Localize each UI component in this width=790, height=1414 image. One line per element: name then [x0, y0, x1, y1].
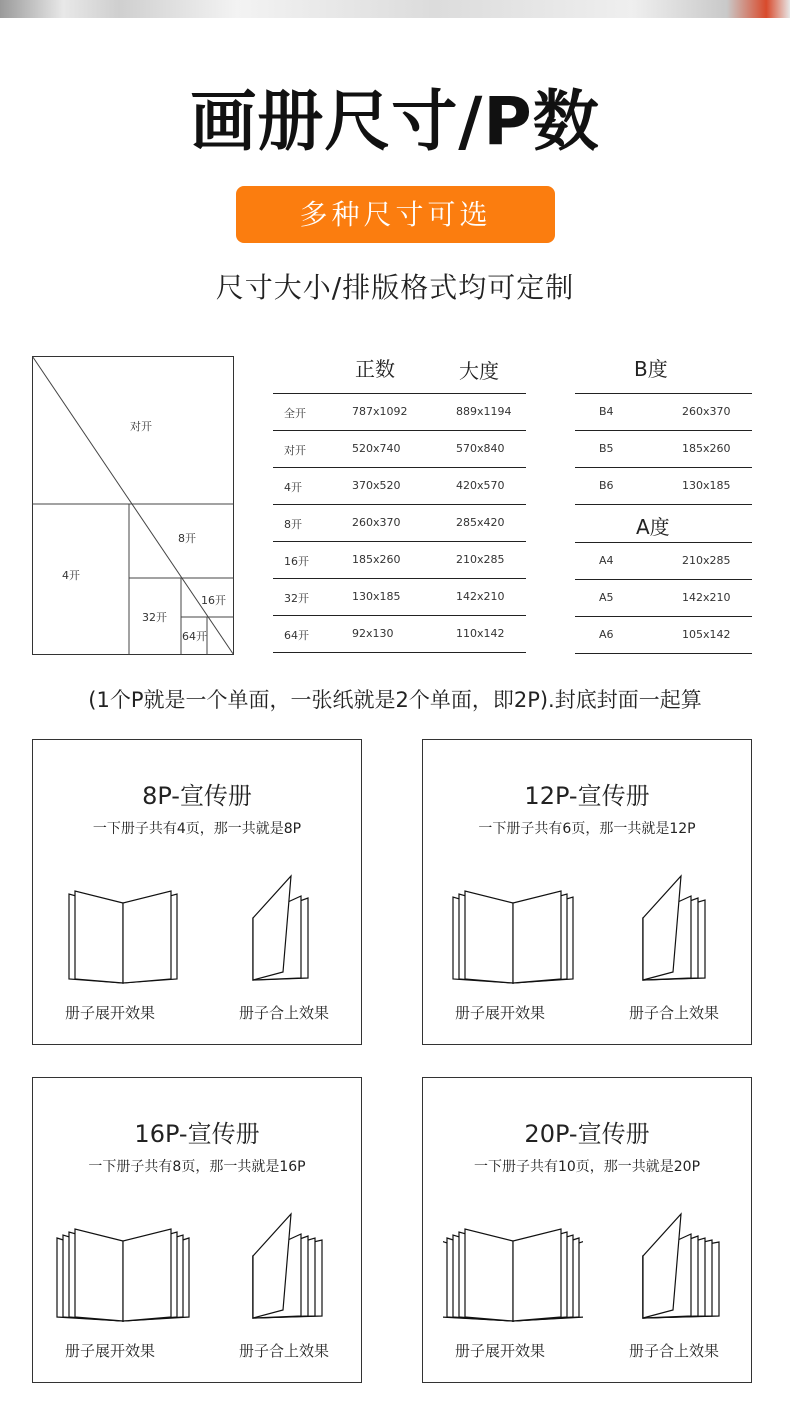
row-name: 4开 — [284, 481, 302, 494]
row-size: 260x370 — [682, 405, 731, 418]
b-table-row — [575, 468, 752, 505]
row-name: A6 — [599, 628, 614, 641]
a-table-row — [575, 543, 752, 580]
row-size: 185x260 — [682, 442, 731, 455]
row-large-size: 420x570 — [456, 479, 505, 492]
size-table-row — [273, 431, 526, 468]
page-count-note: (1个P就是一个单面，一张纸就是2个单面，即2P).封底封面一起算 — [88, 688, 702, 712]
row-standard-size: 92x130 — [352, 627, 394, 640]
closed-effect-caption: 册子合上效果 — [239, 1342, 330, 1360]
customization-subtitle: 尺寸大小/排版格式均可定制 — [215, 271, 575, 304]
label-4k: 4开 — [62, 569, 80, 582]
b-table-row — [575, 394, 752, 431]
closed-effect-caption: 册子合上效果 — [629, 1004, 720, 1022]
size-table — [273, 350, 526, 656]
open-effect-caption: 册子展开效果 — [65, 1342, 156, 1360]
paper-fold-diagram — [32, 356, 234, 655]
row-name: 对开 — [284, 444, 306, 457]
row-large-size: 570x840 — [456, 442, 505, 455]
header-large: 大度 — [459, 359, 499, 383]
row-large-size: 889x1194 — [456, 405, 512, 418]
label-32k: 32开 — [142, 611, 167, 624]
size-table-row — [273, 542, 526, 579]
closed-effect-caption: 册子合上效果 — [239, 1004, 330, 1022]
label-64k: 64开 — [182, 630, 207, 643]
closed-book-icon — [233, 868, 353, 993]
top-product-photo-strip — [0, 0, 790, 18]
row-size: 210x285 — [682, 554, 731, 567]
open-effect-caption: 册子展开效果 — [455, 1342, 546, 1360]
a-table-row — [575, 580, 752, 617]
card-description: 一下册子共有8页，那一共就是16P — [88, 1159, 306, 1175]
row-large-size: 210x285 — [456, 553, 505, 566]
card-description: 一下册子共有6页，那一共就是12P — [478, 821, 696, 837]
row-standard-size: 130x185 — [352, 590, 401, 603]
row-name: 16开 — [284, 555, 309, 568]
row-name: B5 — [599, 442, 614, 455]
card-description: 一下册子共有4页，那一共就是8P — [92, 821, 302, 837]
size-table-row — [273, 579, 526, 616]
closed-effect-caption: 册子合上效果 — [629, 1342, 720, 1360]
row-large-size: 142x210 — [456, 590, 505, 603]
row-name: B4 — [599, 405, 614, 418]
open-effect-caption: 册子展开效果 — [65, 1004, 156, 1022]
page-title: 画册尺寸/P数 — [190, 83, 600, 160]
row-standard-size: 787x1092 — [352, 405, 408, 418]
row-standard-size: 370x520 — [352, 479, 401, 492]
row-name: 全开 — [284, 407, 306, 420]
row-standard-size: 260x370 — [352, 516, 401, 529]
b-table-row — [575, 431, 752, 468]
row-large-size: 110x142 — [456, 627, 505, 640]
closed-book-icon — [623, 868, 743, 993]
card-title: 20P-宣传册 — [524, 1120, 650, 1148]
card-title: 8P-宣传册 — [142, 782, 252, 810]
label-8k: 8开 — [178, 532, 196, 545]
row-name: 64开 — [284, 629, 309, 642]
row-size: 105x142 — [682, 628, 731, 641]
open-book-icon — [53, 868, 193, 993]
brochure-card — [32, 1077, 362, 1383]
card-description: 一下册子共有10页，那一共就是20P — [473, 1159, 701, 1175]
open-effect-caption: 册子展开效果 — [455, 1004, 546, 1022]
size-table-row — [273, 616, 526, 653]
open-book-icon — [443, 1206, 583, 1331]
row-large-size: 285x420 — [456, 516, 505, 529]
brochure-card — [422, 1077, 752, 1383]
size-table-row — [273, 505, 526, 542]
closed-book-icon — [623, 1206, 743, 1331]
row-size: 142x210 — [682, 591, 731, 604]
row-name: 32开 — [284, 592, 309, 605]
size-options-badge: 多种尺寸可选 — [236, 186, 555, 243]
row-name: B6 — [599, 479, 614, 492]
a-table-row — [575, 617, 752, 654]
row-standard-size: 185x260 — [352, 553, 401, 566]
row-name: 8开 — [284, 518, 302, 531]
b-heading: B度 — [634, 357, 668, 381]
header-standard: 正数 — [355, 357, 395, 381]
brochure-card — [32, 739, 362, 1045]
row-name: A4 — [599, 554, 614, 567]
size-table-row — [273, 468, 526, 505]
row-size: 130x185 — [682, 479, 731, 492]
b-series-table — [575, 350, 752, 656]
open-book-icon — [443, 868, 583, 993]
card-title: 12P-宣传册 — [524, 782, 650, 810]
label-16k: 16开 — [201, 594, 226, 607]
card-title: 16P-宣传册 — [134, 1120, 260, 1148]
brochure-card — [422, 739, 752, 1045]
size-table-row — [273, 394, 526, 431]
open-book-icon — [53, 1206, 193, 1331]
row-standard-size: 520x740 — [352, 442, 401, 455]
label-half-sheet: 对开 — [130, 420, 152, 433]
paper-fold-lines — [32, 356, 234, 655]
row-name: A5 — [599, 591, 614, 604]
closed-book-icon — [233, 1206, 353, 1331]
a-heading: A度 — [636, 515, 670, 539]
